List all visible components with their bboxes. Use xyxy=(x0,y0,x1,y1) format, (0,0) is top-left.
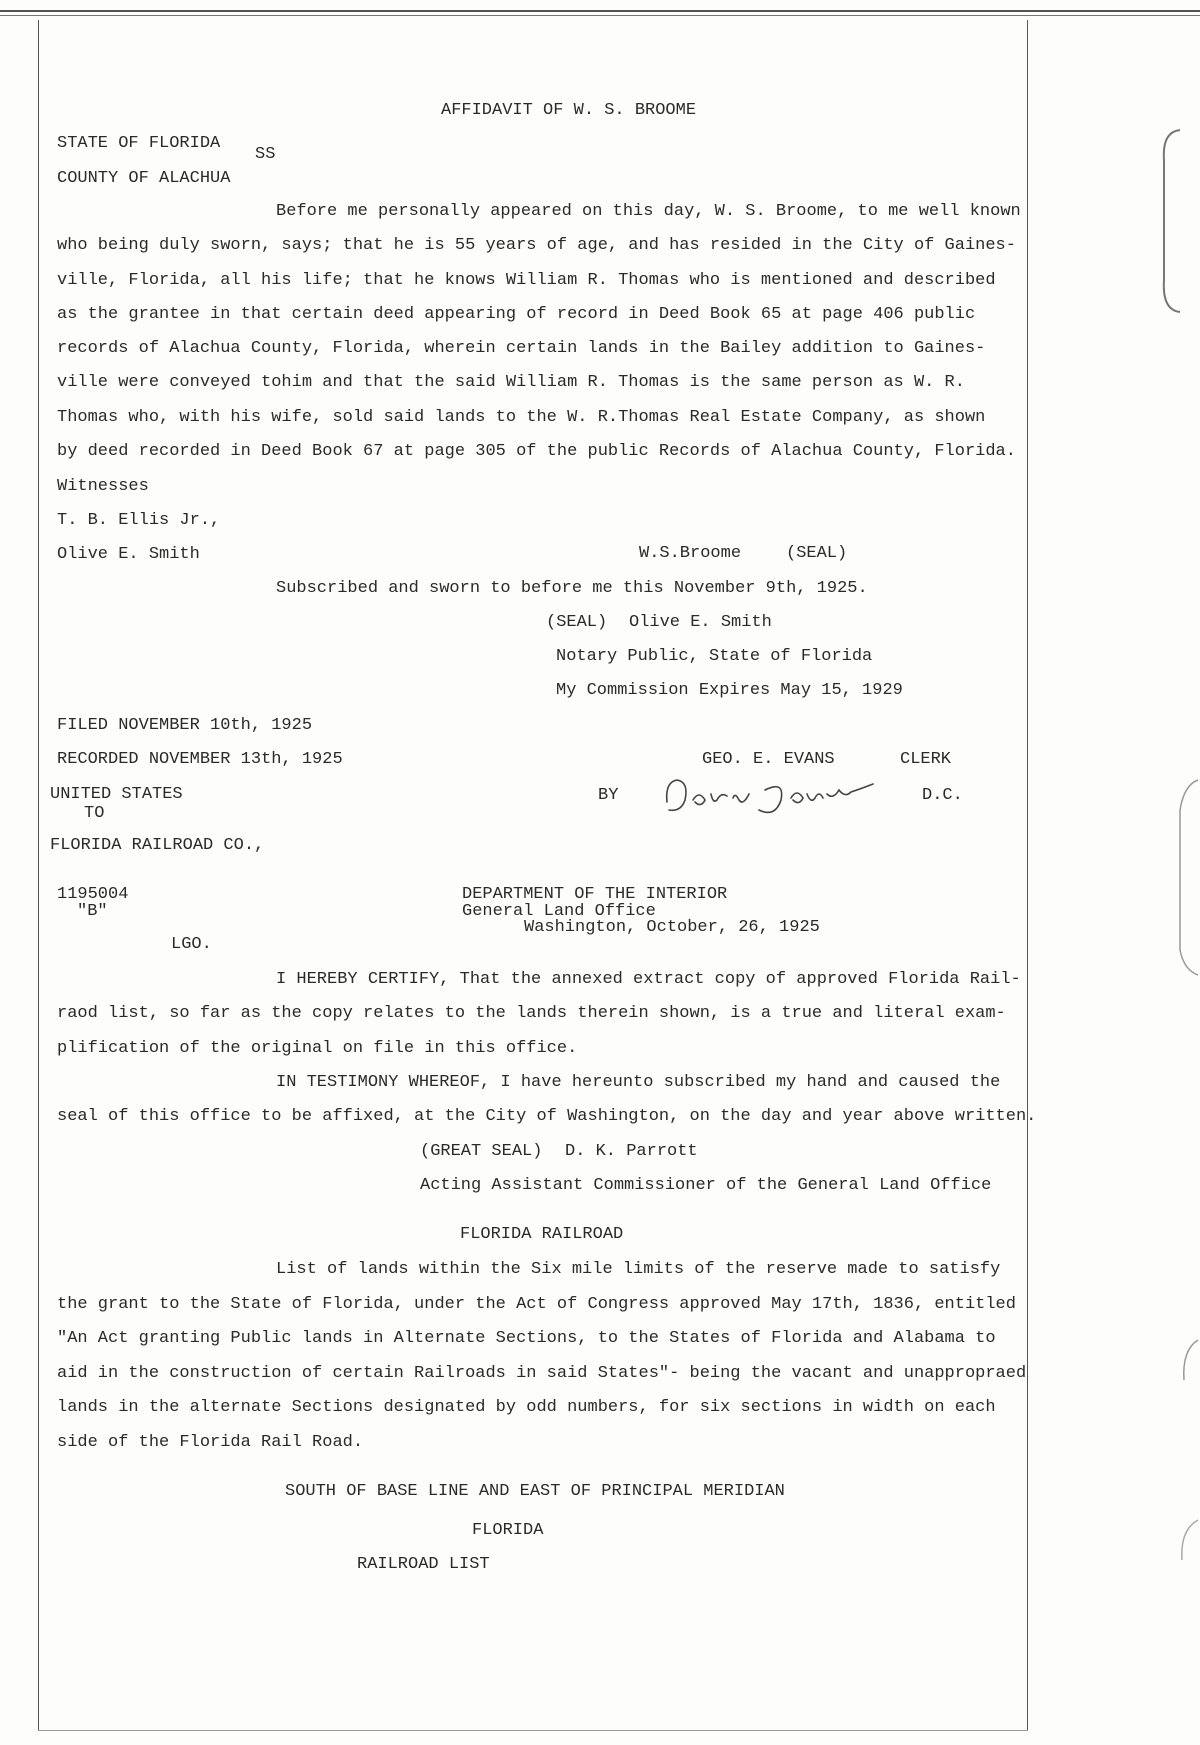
railroad-heading: FLORIDA RAILROAD xyxy=(460,1225,624,1244)
binder-tab-marks xyxy=(1150,120,1200,1720)
notary-title: Notary Public, State of Florida xyxy=(556,647,873,666)
certify-line: raod list, so far as the copy relates to the lands therein shown, is a true and literal exam- xyxy=(57,1004,1006,1023)
clerk-title: CLERK xyxy=(900,750,952,769)
place-date: Washington, October, 26, 1925 xyxy=(524,918,820,937)
affidavit-line: who being duly sworn, says; that he is 55 years of age, and has resided in the City of Gaines- xyxy=(57,236,1016,255)
affidavit-line: records of Alachua County, Florida, wherein certain lands in the Bailey addition to Gaines- xyxy=(57,339,986,358)
department-name: DEPARTMENT OF THE INTERIOR xyxy=(462,885,728,904)
certify-line: plification of the original on file in this office. xyxy=(57,1039,578,1058)
affiant-seal: (SEAL) xyxy=(786,544,848,563)
commission-expiry: My Commission Expires May 15, 1929 xyxy=(556,681,903,700)
jurat: Subscribed and sworn to before me this November 9th, 1925. xyxy=(276,579,868,598)
signer-title: Acting Assistant Commissioner of the General Land Office xyxy=(420,1176,992,1195)
witness-2: Olive E. Smith xyxy=(57,545,200,564)
railroad-line: the grant to the State of Florida, under the Act of Congress approved May 17th, 1836, entitled xyxy=(57,1295,1016,1314)
right-margin-rule xyxy=(1027,20,1028,1730)
clerk-name: GEO. E. EVANS xyxy=(702,750,835,769)
lgo-mark: LGO. xyxy=(171,935,212,954)
deputy-title: D.C. xyxy=(922,786,963,805)
notary-name: Olive E. Smith xyxy=(629,613,772,632)
railroad-line: aid in the construction of certain Railroads in said States"- being the vacant and unappropraed xyxy=(57,1364,1027,1383)
top-rule-secondary xyxy=(0,15,1200,16)
railroad-line: List of lands within the Six mile limits of the reserve made to satisfy xyxy=(276,1260,1001,1279)
railroad-subheading-3: RAILROAD LIST xyxy=(357,1555,490,1574)
affidavit-line: Before me personally appeared on this day, W. S. Broome, to me well known xyxy=(276,202,1021,221)
left-margin-rule xyxy=(38,20,39,1730)
top-rule xyxy=(0,10,1200,12)
office-name: General Land Office xyxy=(462,902,656,921)
affidavit-title: AFFIDAVIT OF W. S. BROOME xyxy=(441,101,697,120)
bottom-rule xyxy=(38,1730,1028,1731)
venue-county: COUNTY OF ALACHUA xyxy=(57,169,231,188)
railroad-line: side of the Florida Rail Road. xyxy=(57,1433,364,1452)
great-seal: (GREAT SEAL) xyxy=(420,1142,543,1161)
venue-state: STATE OF FLORIDA xyxy=(57,134,221,153)
file-number: 1195004 xyxy=(57,885,129,904)
deputy-signature-text: Doris Jones xyxy=(655,818,662,819)
affidavit-line: ville were conveyed tohim and that the said William R. Thomas is the same person as W. R. xyxy=(57,373,965,392)
witnesses-heading: Witnesses xyxy=(57,477,149,496)
testimony-line: seal of this office to be affixed, at the City of Washington, on the day and year above written. xyxy=(57,1107,1037,1126)
railroad-line: lands in the alternate Sections designated by odd numbers, for six sections in width on each xyxy=(57,1398,996,1417)
railroad-subheading-2: FLORIDA xyxy=(472,1521,544,1540)
notary-seal: (SEAL) xyxy=(546,613,608,632)
recorded-date: RECORDED NOVEMBER 13th, 1925 xyxy=(57,750,343,769)
file-suffix: "B" xyxy=(77,902,108,921)
affidavit-line: Thomas who, with his wife, sold said lands to the W. R.Thomas Real Estate Company, as shown xyxy=(57,408,986,427)
grantor: UNITED STATES xyxy=(50,785,183,804)
affidavit-line: ville, Florida, all his life; that he knows William R. Thomas who is mentioned and described xyxy=(57,271,996,290)
affidavit-line: as the grantee in that certain deed appearing of record in Deed Book 65 at page 406 public xyxy=(57,305,976,324)
filed-date: FILED NOVEMBER 10th, 1925 xyxy=(57,716,313,735)
affidavit-line: by deed recorded in Deed Book 67 at page 305 of the public Records of Alachua County, Florida. xyxy=(57,442,1016,461)
to-label: TO xyxy=(84,804,105,823)
certify-line: I HEREBY CERTIFY, That the annexed extract copy of approved Florida Rail- xyxy=(276,970,1021,989)
venue-ss: SS xyxy=(255,145,276,164)
witness-1: T. B. Ellis Jr., xyxy=(57,511,221,530)
affiant-signature: W.S.Broome xyxy=(639,544,742,563)
grantee: FLORIDA RAILROAD CO., xyxy=(50,836,265,855)
signer-name: D. K. Parrott xyxy=(565,1142,698,1161)
deputy-signature xyxy=(655,770,895,820)
testimony-line: IN TESTIMONY WHEREOF, I have hereunto subscribed my hand and caused the xyxy=(276,1073,1001,1092)
by-label: BY xyxy=(598,786,619,805)
railroad-line: "An Act granting Public lands in Alternate Sections, to the States of Florida and Alabama to xyxy=(57,1329,996,1348)
railroad-subheading-1: SOUTH OF BASE LINE AND EAST OF PRINCIPAL MERIDIAN xyxy=(285,1482,785,1501)
